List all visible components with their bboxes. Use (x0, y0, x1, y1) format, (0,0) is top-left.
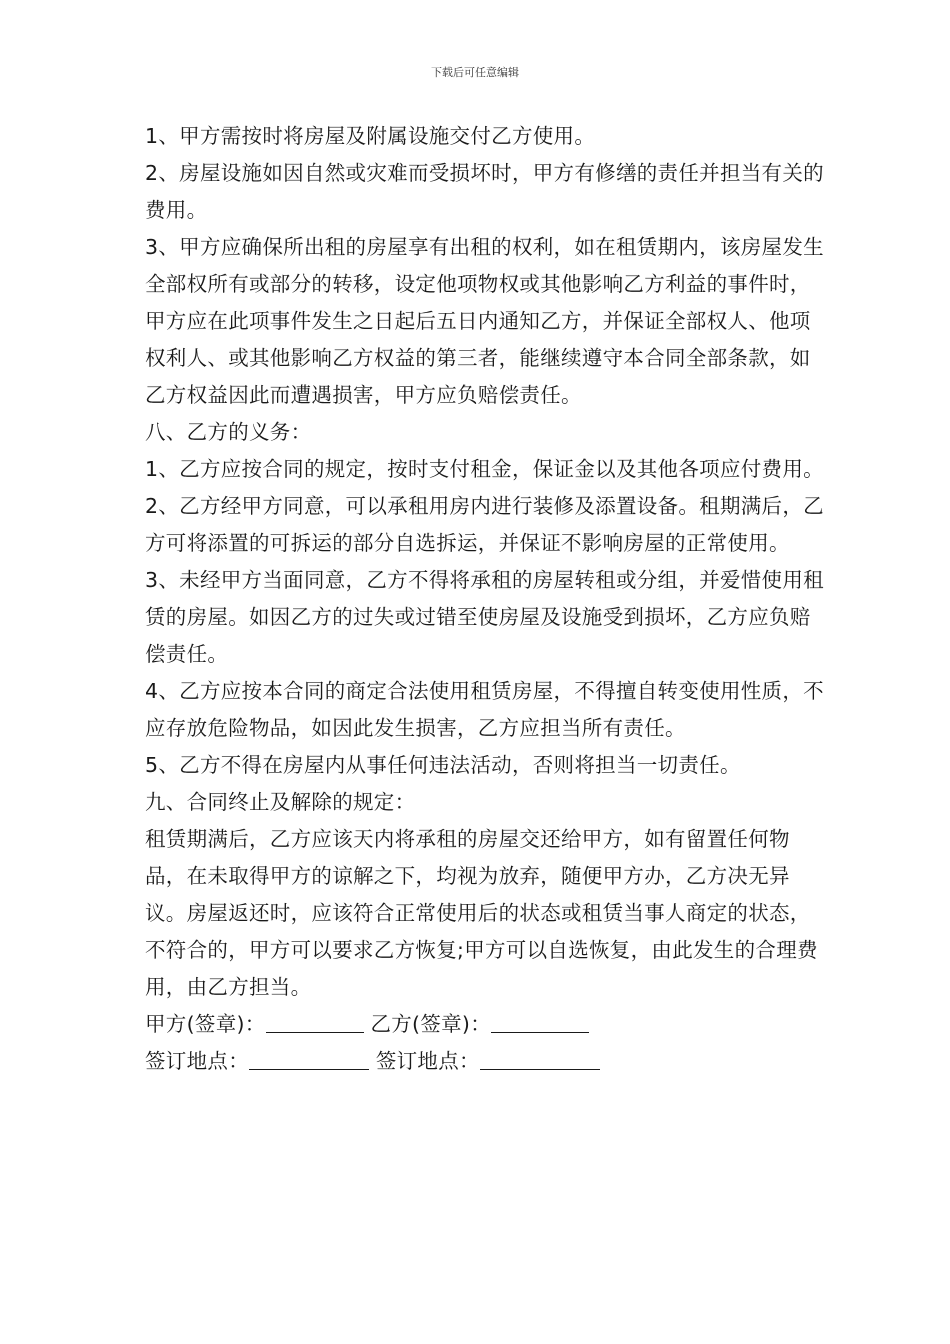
clause-b-3: 3、未经甲方当面同意，乙方不得将承租的房屋转租或分组，并爱惜使用租赁的房屋。如因乙方的过失或过错至使房屋及设施受到损坏，乙方应负赔偿责任。 (145, 568, 824, 666)
place-b-blank (480, 1045, 600, 1070)
contract-body (145, 118, 825, 1080)
place-a-blank (249, 1045, 369, 1070)
termination-text: 租赁期满后，乙方应该天内将承租的房屋交还给甲方，如有留置任何物品，在未取得甲方的谅解之下，均视为放弃，随便甲方办，乙方决无异议。房屋返还时，应该符合正常使用后的状态或租赁当事人商定的状态，不符合的，甲方可以要求乙方恢复;甲方可以自选恢复，由此发生的合理费用，由乙方担当。 (145, 827, 818, 999)
page-header: 下载后可任意编辑 (431, 66, 519, 79)
party-a-label: 甲方(签章)： (145, 1012, 266, 1036)
party-a-signature-blank (266, 1008, 364, 1033)
clause-b-4: 4、乙方应按本合同的商定合法使用租赁房屋，不得擅自转变使用性质，不应存放危险物品，如因此发生损害，乙方应担当所有责任。 (145, 679, 824, 740)
party-b-signature-blank (491, 1008, 589, 1033)
clause-a-1: 1、甲方需按时将房屋及附属设施交付乙方使用。 (145, 124, 596, 148)
place-line (145, 1043, 825, 1080)
section-heading-termination: 九、合同终止及解除的规定： (145, 790, 416, 814)
clause-b-5: 5、乙方不得在房屋内从事任何违法活动，否则将担当一切责任。 (145, 753, 741, 777)
party-b-label: 乙方(签章)： (370, 1012, 492, 1036)
place-a-label: 签订地点： (145, 1049, 249, 1073)
section-heading-tenant-duties: 八、乙方的义务： (145, 420, 312, 444)
place-b-label: 签订地点： (375, 1049, 480, 1073)
clause-a-3: 3、甲方应确保所出租的房屋享有出租的权利，如在租赁期内，该房屋发生全部权所有或部分的转移，设定他项物权或其他影响乙方利益的事件时，甲方应在此项事件发生之日起后五日内通知乙方，并保证全部权人、他项权利人、或其他影响乙方权益的第三者，能继续遵守本合同全部条款，如乙方权益因此而遭遇损害，甲方应负赔偿责任。 (145, 235, 824, 407)
clause-b-1: 1、乙方应按合同的规定，按时支付租金，保证金以及其他各项应付费用。 (145, 457, 824, 481)
clause-b-2: 2、乙方经甲方同意，可以承租用房内进行装修及添置设备。租期满后，乙方可将添置的可拆运的部分自选拆运，并保证不影响房屋的正常使用。 (145, 494, 824, 555)
clause-a-2: 2、房屋设施如因自然或灾难而受损坏时，甲方有修缮的责任并担当有关的费用。 (145, 161, 824, 222)
signature-line (145, 1006, 825, 1043)
